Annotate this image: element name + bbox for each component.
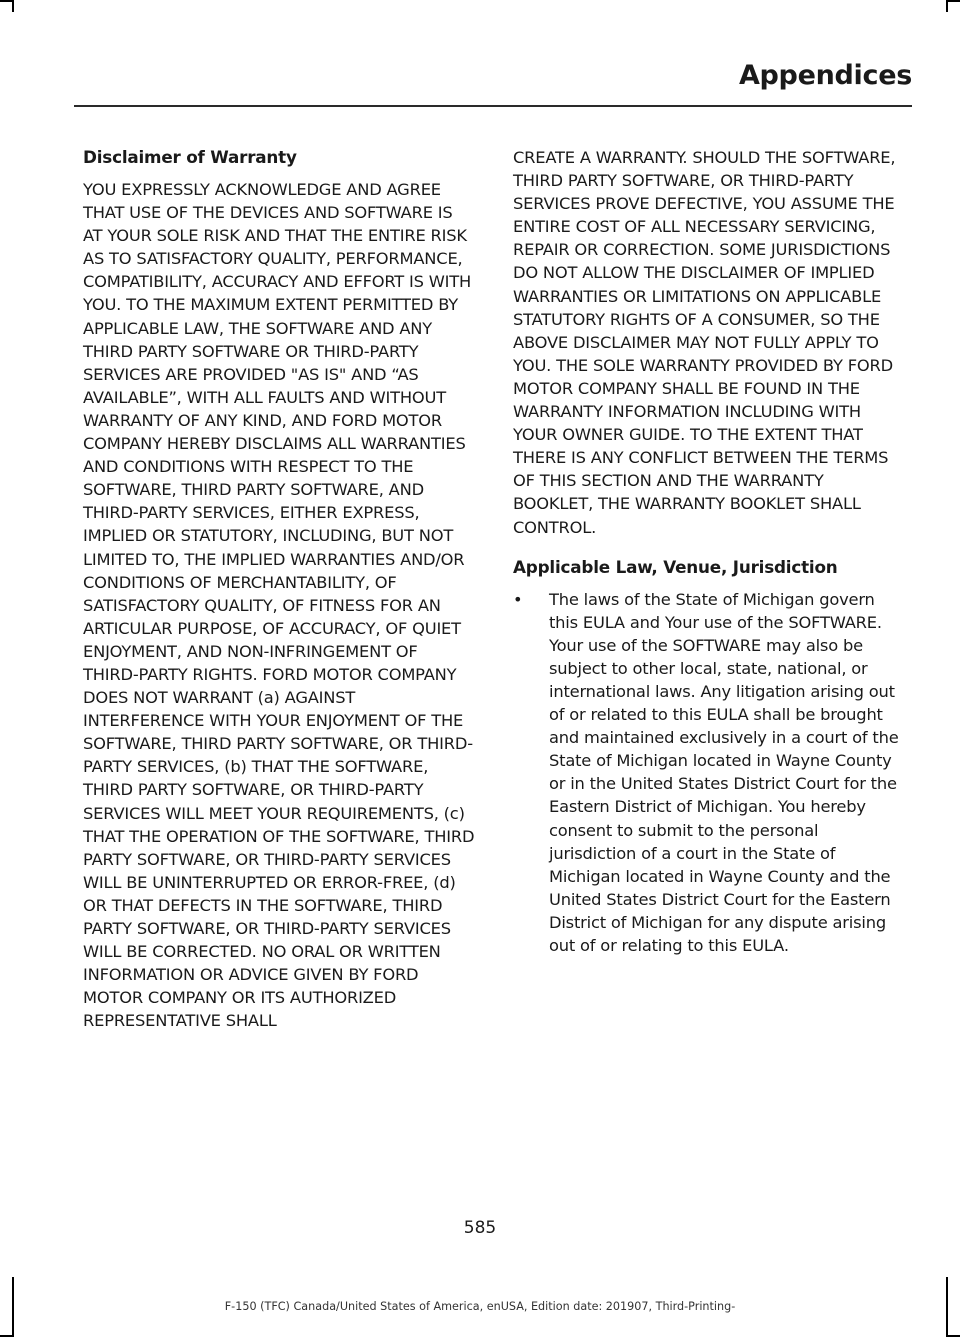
bullet-icon: •: [513, 589, 523, 609]
page-number: 585: [463, 1218, 497, 1238]
crop-mark-top-right: [946, 0, 948, 12]
left-column: [83, 146, 475, 1032]
edition-footer: F-150 (TFC) Canada/United States of America, enUSA, Edition date: 201907, Third-Printing-: [224, 1300, 736, 1313]
list-item-text: The laws of the State of Michigan govern this EULA and Your use of the SOFTWARE. Your use of the SOFTWARE may also be subject to other local, state, national, or international laws. Any litigation arising out of or related to this EULA shall be brought and maintained exclusively in a court of the State of Michigan located in Wayne County or in the United States District Court for the Eastern District of Michigan. You hereby consent to submit to the personal jurisdiction of a court in the State of Michigan located in Wayne County and the United States District Court for the Eastern District of Michigan for any dispute arising out of or relating to this EULA.: [549, 589, 899, 955]
disclaimer-heading: Disclaimer of Warranty: [83, 147, 297, 167]
applicable-law-heading: Applicable Law, Venue, Jurisdiction: [513, 556, 838, 577]
list-item: [513, 588, 905, 958]
page-title: Appendices: [738, 60, 912, 91]
crop-mark-top-left: [12, 0, 14, 12]
header-divider: [74, 105, 912, 107]
applicable-law-list: [513, 588, 905, 958]
crop-mark-top-left: [0, 0, 12, 2]
crop-mark-top-right: [948, 0, 960, 2]
right-column: [513, 146, 905, 957]
disclaimer-continuation: CREATE A WARRANTY. SHOULD THE SOFTWARE, THIRD PARTY SOFTWARE, OR THIRD-PARTY SERVICES PROVE DEFECTIVE, YOU ASSUME THE ENTIRE COST OF ALL NECESSARY SERVICING, REPAIR OR CORRECTION. SOME JURISDICTIONS DO NOT ALLOW THE DISCLAIMER OF IMPLIED WARRANTIES OR LIMITATIONS ON APPLICABLE STATUTORY RIGHTS OF A CONSUMER, SO THE ABOVE DISCLAIMER MAY NOT FULLY APPLY TO YOU. THE SOLE WARRANTY PROVIDED BY FORD MOTOR COMPANY SHALL BE FOUND IN THE WARRANTY INFORMATION INCLUDING WITH YOUR OWNER GUIDE. TO THE EXTENT THAT THERE IS ANY CONFLICT BETWEEN THE TERMS OF THIS SECTION AND THE WARRANTY BOOKLET, THE WARRANTY BOOKLET SHALL CONTROL.: [513, 148, 896, 537]
disclaimer-body: YOU EXPRESSLY ACKNOWLEDGE AND AGREE THAT USE OF THE DEVICES AND SOFTWARE IS AT YOUR SOLE RISK AND THAT THE ENTIRE RISK AS TO SATISFACTORY QUALITY, PERFORMANCE, COMPATIBILITY, ACCURACY AND EFFORT IS WITH YOU. TO THE MAXIMUM EXTENT PERMITTED BY APPLICABLE LAW, THE SOFTWARE AND ANY THIRD PARTY SOFTWARE OR THIRD-PARTY SERVICES ARE PROVIDED "AS IS" AND “AS AVAILABLE”, WITH ALL FAULTS AND WITHOUT WARRANTY OF ANY KIND, AND FORD MOTOR COMPANY HEREBY DISCLAIMS ALL WARRANTIES AND CONDITIONS WITH RESPECT TO THE SOFTWARE, THIRD PARTY SOFTWARE, AND THIRD-PARTY SERVICES, EITHER EXPRESS, IMPLIED OR STATUTORY, INCLUDING, BUT NOT LIMITED TO, THE IMPLIED WARRANTIES AND/OR CONDITIONS OF MERCHANTABILITY, OF SATISFACTORY QUALITY, OF FITNESS FOR AN ARTICULAR PURPOSE, OF ACCURACY, OF QUIET ENJOYMENT, AND NON-INFRINGEMENT OF THIRD-PARTY RIGHTS. FORD MOTOR COMPANY DOES NOT WARRANT (a) AGAINST INTERFERENCE WITH YOUR ENJOYMENT OF THE SOFTWARE, THIRD PARTY SOFTWARE, OR THIRD-PARTY SERVICES, (b) THAT THE SOFTWARE, THIRD PARTY SOFTWARE, OR THIRD-PARTY SERVICES WILL MEET YOUR REQUIREMENTS, (c) THAT THE OPERATION OF THE SOFTWARE, THIRD PARTY SOFTWARE, OR THIRD-PARTY SERVICES WILL BE UNINTERRUPTED OR ERROR-FREE, (d) OR THAT DEFECTS IN THE SOFTWARE, THIRD PARTY SOFTWARE, OR THIRD-PARTY SERVICES WILL BE CORRECTED. NO ORAL OR WRITTEN INFORMATION OR ADVICE GIVEN BY FORD MOTOR COMPANY OR ITS AUTHORIZED REPRESENTATIVE SHALL: [83, 180, 475, 1031]
